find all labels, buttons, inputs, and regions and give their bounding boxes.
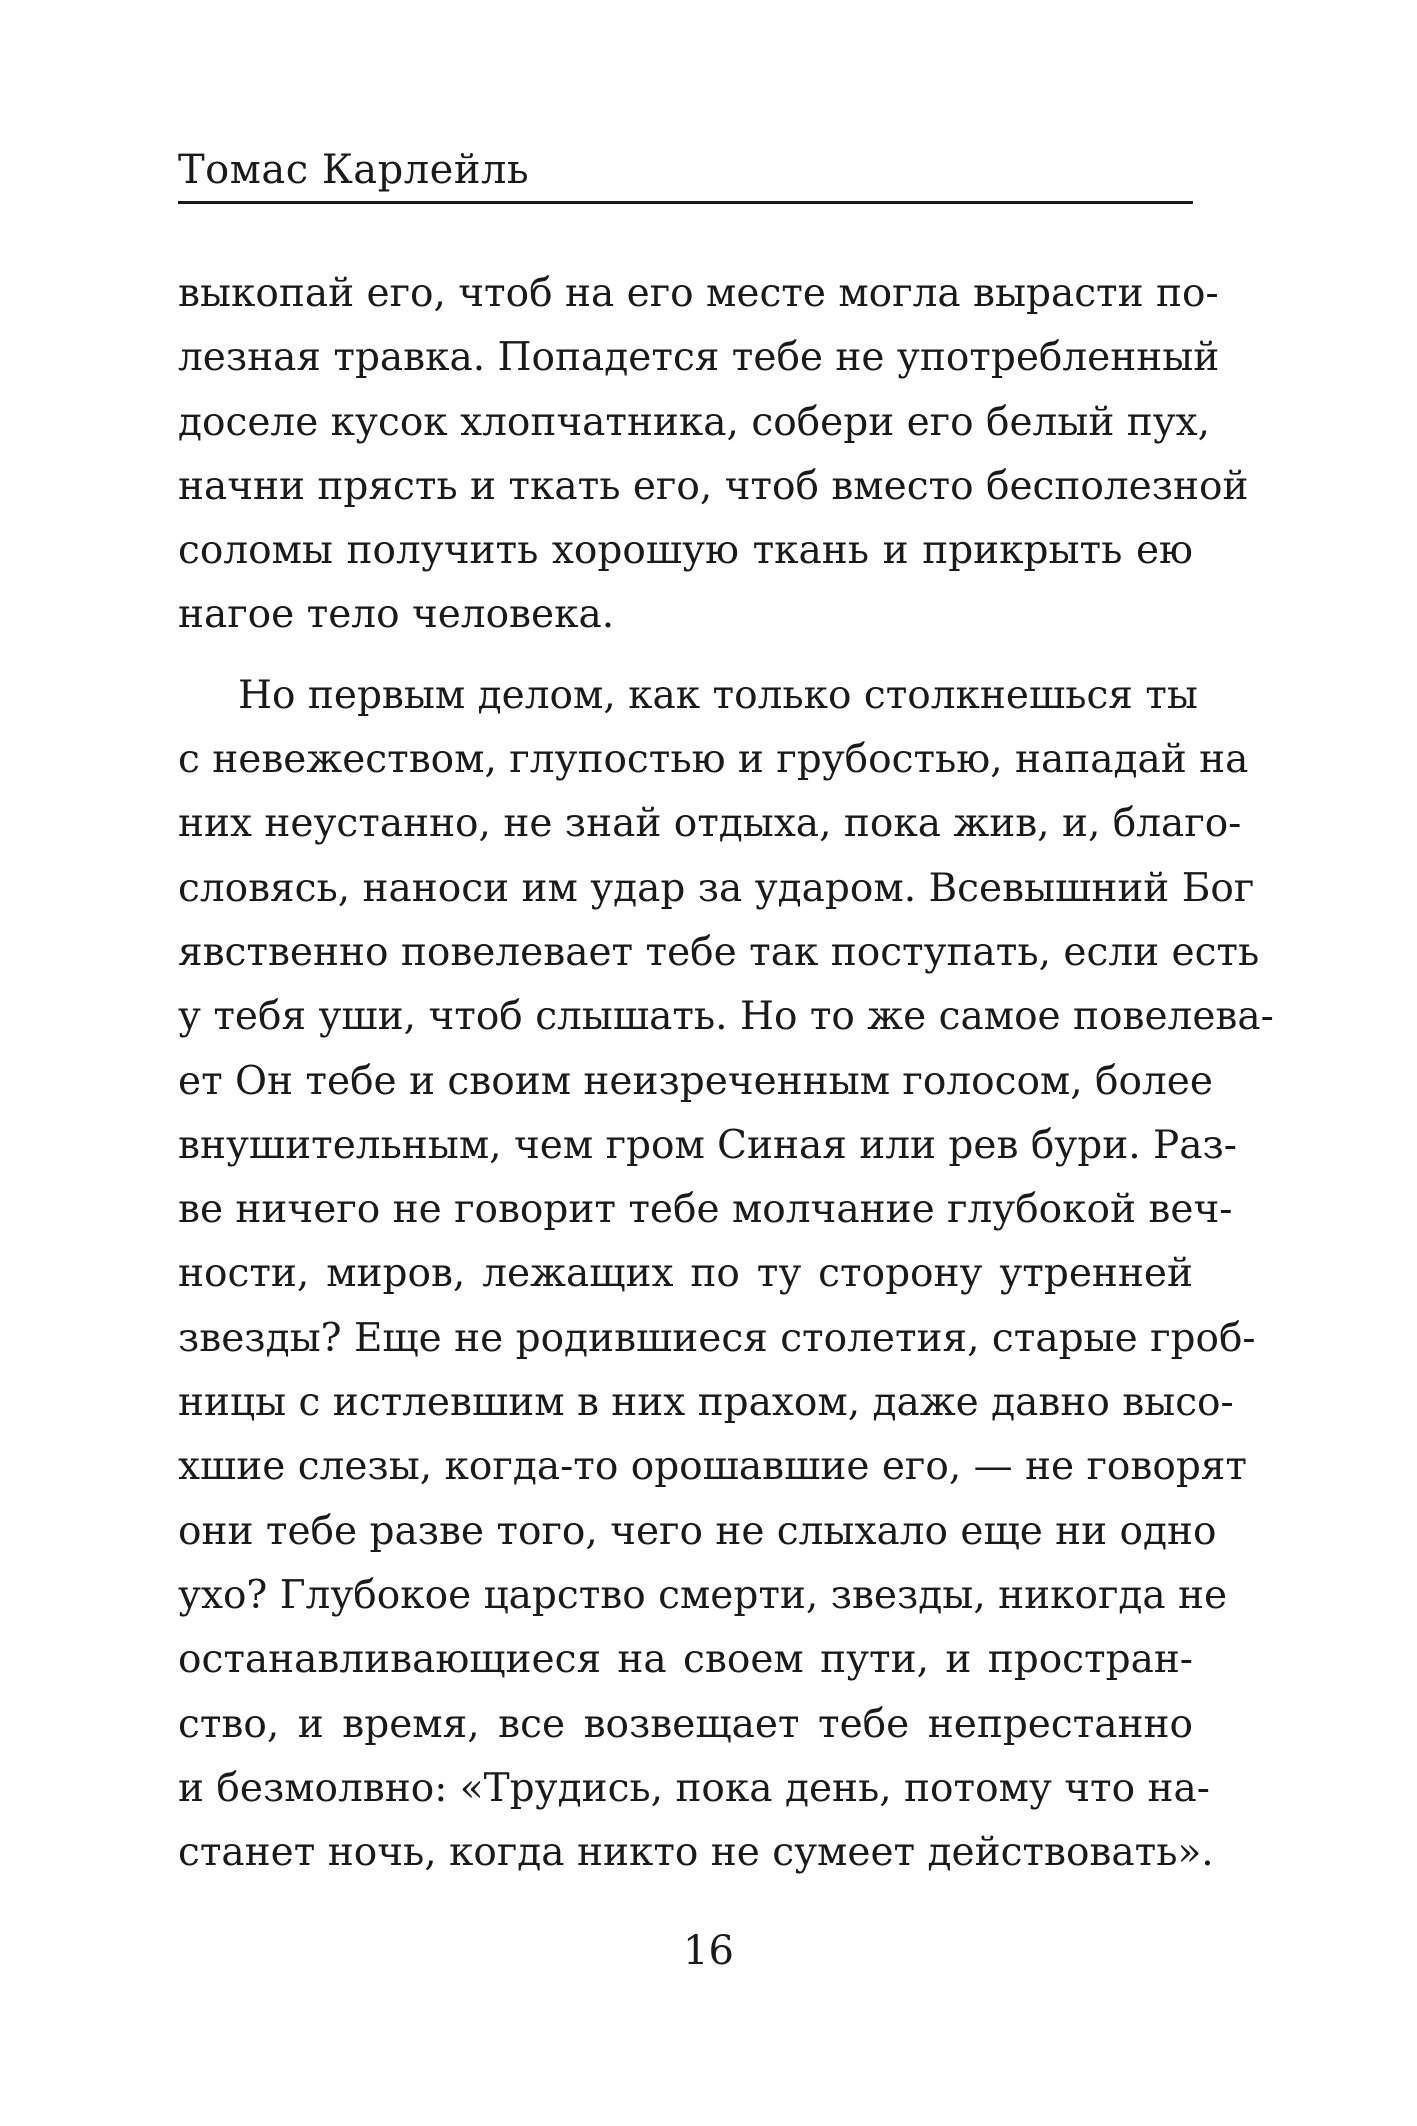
- text-line: явственно повелевает тебе так поступать, если есть: [178, 929, 1260, 975]
- page-number: 16: [683, 1928, 734, 1974]
- text-line: лезная травка. Попадется тебе не употребленный: [178, 335, 1220, 381]
- text-line: хшие слезы, когда-то орошавшие его, — не говорят: [178, 1444, 1247, 1490]
- text-line: нагое тело человека.: [178, 592, 615, 638]
- text-line: и безмолвно: «Трудись, пока день, потому что на-: [178, 1765, 1210, 1811]
- text-line: ности, миров, лежащих по ту сторону утренней: [178, 1251, 1193, 1297]
- running-head: [178, 140, 1193, 204]
- text-line: Но первым делом, как только столкнешься ты: [238, 672, 1198, 718]
- text-line: них неустанно, не знай отдыха, пока жив, и, благо-: [178, 801, 1242, 847]
- body-text: [178, 262, 1274, 1885]
- text-line: ницы с истлевшим в них прахом, даже давно высо-: [178, 1380, 1234, 1426]
- text-line: словясь, наноси им удар за ударом. Всевышний Бог: [178, 865, 1255, 911]
- text-line: ет Он тебе и своим неизреченным голосом, более: [178, 1058, 1213, 1104]
- text-line: ство, и время, все возвещает тебе непрестанно: [178, 1701, 1193, 1747]
- paragraph: [178, 664, 1274, 1886]
- text-line: звезды? Еще не родившиеся столетия, старые гроб-: [178, 1315, 1256, 1361]
- text-line: у тебя уши, чтоб слышать. Но то же самое повелева-: [178, 994, 1274, 1040]
- text-line: ухо? Глубокое царство смерти, звезды, никогда не: [178, 1572, 1228, 1618]
- paragraph: [178, 262, 1249, 648]
- text-line: соломы получить хорошую ткань и прикрыть ею: [178, 528, 1193, 574]
- text-line: останавливающиеся на своем пути, и простран-: [178, 1637, 1193, 1683]
- text-line: выкопай его, чтоб на его месте могла вырасти по-: [178, 271, 1219, 316]
- text-line: начни прясть и ткать его, чтоб вместо бесполезной: [178, 463, 1249, 509]
- text-line: доселе кусок хлопчатника, собери его белый пух,: [178, 399, 1211, 445]
- text-line: внушительным, чем гром Синая или рев бури. Раз-: [178, 1122, 1237, 1168]
- text-line: с невежеством, глупостью и грубостью, нападай на: [178, 737, 1249, 783]
- text-line: они тебе разве того, чего не слыхало еще ни одно: [178, 1508, 1217, 1554]
- running-head-author: Томас Карлейль: [178, 147, 530, 193]
- text-line: станет ночь, когда никто не сумеет действовать».: [178, 1830, 1214, 1876]
- text-line: ве ничего не говорит тебе молчание глубокой веч-: [178, 1187, 1233, 1233]
